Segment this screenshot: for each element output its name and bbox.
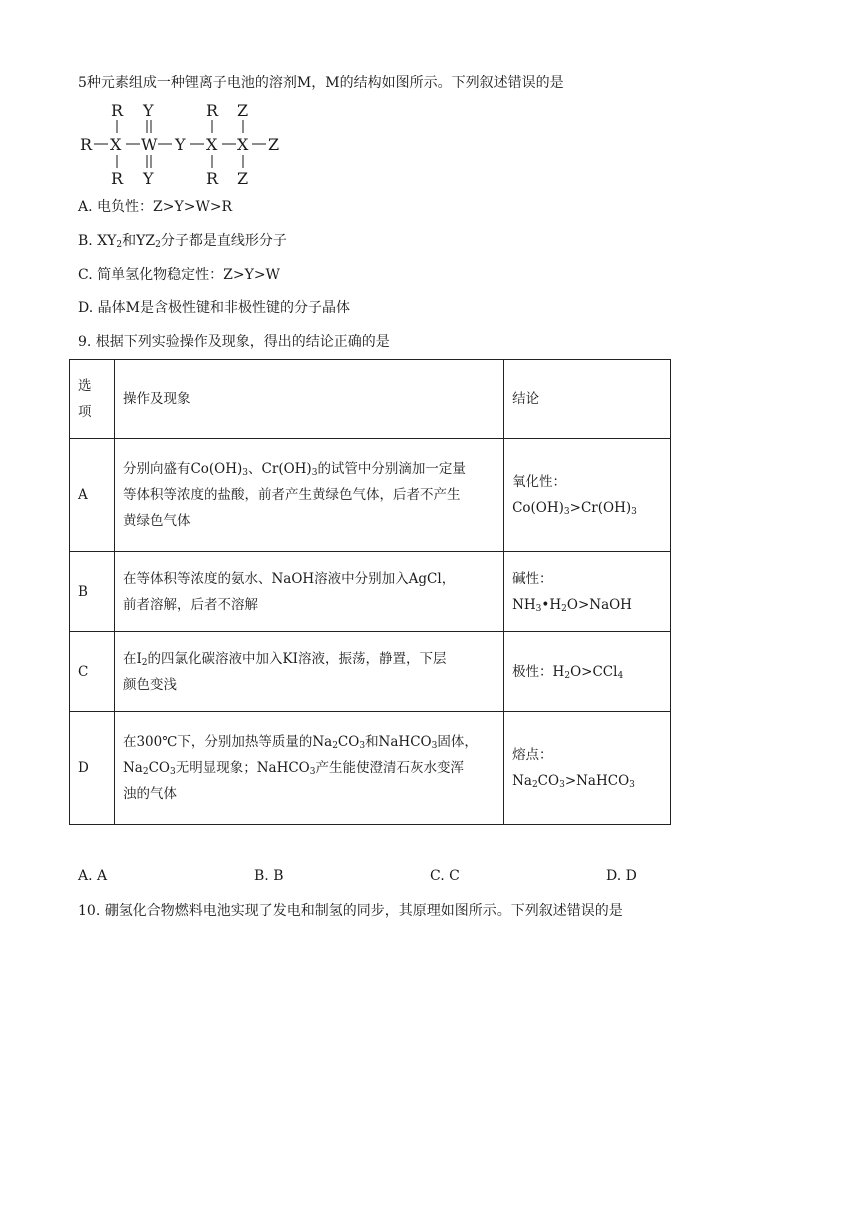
row-b-conclusion: 碱性：$NH_3•H_2O>NaOH$: [504, 552, 671, 632]
row-a-conclusion: 氧化性： $Co(OH)_3>Cr(OH)_3$: [504, 439, 671, 552]
table-row-c: [70, 632, 671, 712]
row-b-label: B: [70, 552, 115, 632]
row-d-operation: 在300℃下，分别加热等质量的$Na_2CO_3$和NaHCO$_3$固体， $Na_2CO_3$无明显现象；NaHCO$_3$产生能使澄清石灰水变浑 浊的气体: [114, 712, 503, 825]
q9-answer-b: B. B: [254, 868, 284, 884]
row-a-operation: 分别向盛有$Co(OH)_3$、$Cr(OH)_3$的试管中分别滴加一定量 等体积等浓度的盐酸，前者产生黄绿色气体，后者不产生 黄绿色气体: [114, 439, 503, 552]
q8-option-a: A. 电负性：Z>Y>W>R: [78, 199, 233, 215]
q9-answer-a: A. A: [78, 868, 108, 884]
atom-top-2: Y: [143, 101, 154, 120]
row-c-label: C: [70, 632, 115, 712]
q9-stem: 9. 根据下列实验操作及现象，得出的结论正确的是: [78, 334, 390, 350]
atom-mid-3: W: [141, 135, 158, 154]
atom-mid-6: X: [237, 135, 249, 154]
table-row-a: [70, 439, 671, 552]
atom-mid-4: Y: [175, 135, 186, 154]
row-a-label: A: [70, 439, 115, 552]
row-c-conclusion: 极性：$H_2O>CCl_4$: [504, 632, 671, 712]
header-option: 选 项: [70, 360, 115, 439]
header-operation: 操作及现象: [114, 360, 503, 439]
atom-bottom-3: R: [206, 169, 219, 188]
q8-option-b: B. $XY_2$和$YZ_2$分子都是直线形分子: [78, 233, 287, 250]
table-row-b: [70, 552, 671, 632]
row-b-operation: 在等体积等浓度的氨水、NaOH溶液中分别加入AgCl， 前者溶解，后者不溶解: [114, 552, 503, 632]
q8-option-d: D. 晶体M是含极性键和非极性键的分子晶体: [78, 300, 350, 316]
header-conclusion: 结论: [504, 360, 671, 439]
q10-stem: 10. 硼氢化合物燃料电池实现了发电和制氢的同步，其原理如图所示。下列叙述错误的是: [78, 903, 623, 919]
structure-svg: [78, 100, 298, 188]
q8-option-c: C. 简单氢化物稳定性：Z>Y>W: [78, 267, 280, 283]
table-row-d: [70, 712, 671, 825]
atom-mid-5: X: [206, 135, 218, 154]
atom-top-4: Z: [237, 101, 249, 120]
row-d-conclusion: 熔点：$Na_2CO_3>NaHCO_3$: [504, 712, 671, 825]
atom-mid-2: X: [110, 135, 122, 154]
q9-answer-c: C. C: [430, 868, 460, 884]
row-c-operation: 在$I_2$的四氯化碳溶液中加入KI溶液，振荡，静置，下层 颜色变浅: [114, 632, 503, 712]
q9-table: [69, 359, 671, 825]
atom-bottom-2: Y: [143, 169, 154, 188]
atom-bottom-4: Z: [237, 169, 249, 188]
atom-mid-1: R: [80, 135, 93, 154]
q9-answer-d: D. D: [606, 868, 637, 884]
row-d-label: D: [70, 712, 115, 825]
atom-bottom-1: R: [111, 169, 124, 188]
atom-mid-7: Z: [268, 135, 280, 154]
atom-top-1: R: [111, 101, 124, 120]
atom-top-3: R: [206, 101, 219, 120]
molecule-structure-diagram: [78, 100, 298, 188]
table-header-row: [70, 360, 671, 439]
q8-stem: 5种元素组成一种锂离子电池的溶剂M，M的结构如图所示。下列叙述错误的是: [78, 75, 564, 91]
